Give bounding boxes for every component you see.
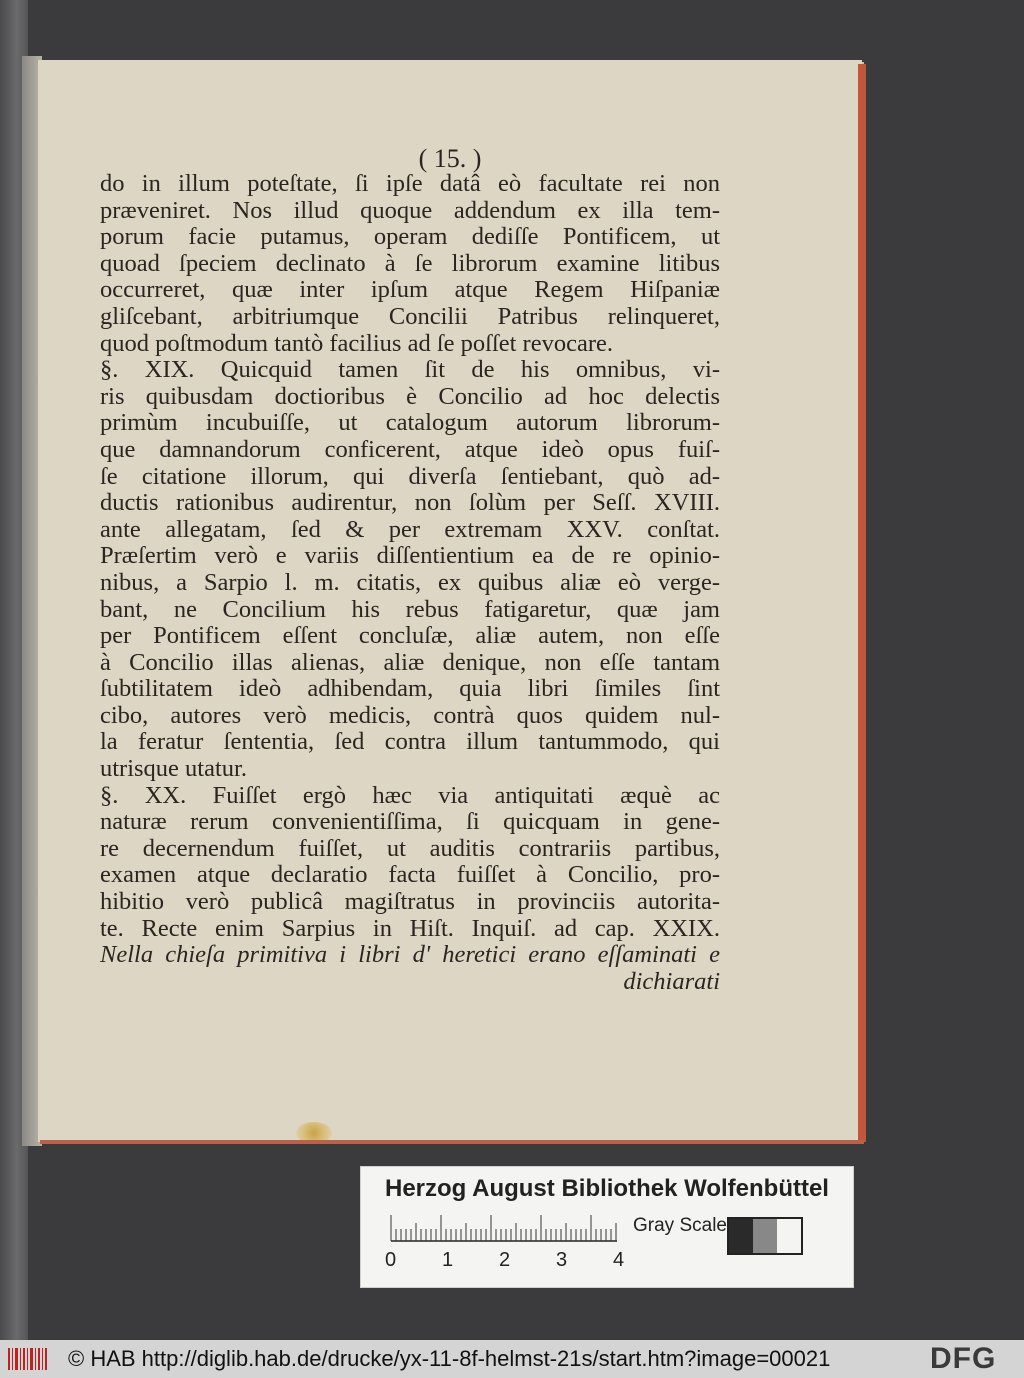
text-line: quoad ſpeciem declinato à ſe librorum examine litibus bbox=[100, 249, 720, 277]
text-line: nibus, a Sarpio l. m. citatis, ex quibus aliæ eò verge- bbox=[100, 568, 720, 596]
library-name: Herzog August Bibliothek Wolfenbüttel bbox=[385, 1175, 829, 1202]
text-line: examen atque declaratio facta fuiſſet à Concilio, pro- bbox=[100, 861, 720, 889]
scale-ruler bbox=[385, 1213, 625, 1271]
text-line: do in illum poteſtate, ſi ipſe datâ eò facultate rei non bbox=[100, 170, 720, 197]
footer-bar bbox=[0, 1340, 1024, 1378]
page-red-edge bbox=[858, 64, 866, 1142]
text-line: primùm incubuiſſe, ut catalogum autorum librorum- bbox=[100, 409, 720, 437]
text-line: hibitio verò publicâ magiſtratus in provinciis autorita- bbox=[100, 888, 720, 916]
grayscale-label: Gray Scale bbox=[633, 1215, 727, 1236]
text-line: quod poſtmodum tantò facilius ad ſe poſſet revocare. bbox=[100, 329, 613, 357]
document-page bbox=[38, 60, 862, 1142]
text-line: ante allegatam, ſed & per extremam XXV. conſtat. bbox=[100, 515, 720, 543]
ruler-label: 0 bbox=[385, 1249, 397, 1271]
ruler-label: 1 bbox=[442, 1249, 454, 1271]
barcode-icon bbox=[8, 1348, 48, 1370]
text-line: Præſertim verò e variis diſſentientium ea de re opinio- bbox=[100, 542, 720, 570]
text-line: utrisque utatur. bbox=[100, 755, 247, 783]
ruler-label: 3 bbox=[556, 1249, 568, 1271]
ruler-label: 2 bbox=[499, 1249, 511, 1271]
text-line: ris quibusdam doctioribus è Concilio ad hoc delectis bbox=[100, 382, 720, 410]
text-line: per Pontificem eſſent concluſæ, aliæ autem, non eſſe bbox=[100, 622, 720, 650]
text-line: ſubtilitatem ideò adhibendam, quia libri ſimiles ſint bbox=[100, 675, 720, 703]
text-line: te. Recte enim Sarpius in Hiſt. Inquiſ. ad cap. XXIX. bbox=[100, 914, 720, 942]
text-line: ſe citatione illorum, qui diverſa ſentiebant, quò ad- bbox=[100, 462, 720, 490]
text-line: dichiarati bbox=[623, 967, 720, 995]
source-url[interactable]: © HAB http://diglib.hab.de/drucke/yx-11-8f-helmst-21s/start.htm?image=00021 bbox=[68, 1346, 831, 1371]
text-line: Nella chieſa primitiva i libri d' heretici erano eſſaminati e bbox=[100, 941, 720, 969]
text-line: naturæ rerum convenientiſſima, ſi quicquam in gene- bbox=[100, 808, 720, 836]
text-line: gliſcebant, arbitriumque Concilii Patribus relinqueret, bbox=[100, 302, 720, 330]
body-text bbox=[100, 171, 720, 995]
ruler-ticks bbox=[389, 1213, 619, 1243]
text-line: ductis rationibus audirentur, non ſolùm per Seſſ. XVIII. bbox=[100, 489, 720, 517]
library-label-card bbox=[360, 1166, 854, 1288]
text-line: porum facie putamus, operam dediſſe Pontificem, ut bbox=[100, 223, 720, 251]
grayscale-step bbox=[729, 1219, 753, 1253]
text-line: cibo, autores verò medicis, contrà quos quidem nul- bbox=[100, 701, 720, 729]
grayscale-step bbox=[753, 1219, 777, 1253]
dfg-logo: DFG bbox=[930, 1342, 997, 1375]
text-line: que damnandorum conficerent, atque ideò opus fuiſ- bbox=[100, 435, 720, 463]
text-line: la feratur ſententia, ſed contra illum tantummodo, qui bbox=[100, 728, 720, 756]
page-bottom-edge bbox=[40, 1140, 864, 1144]
text-line: bant, ne Concilium his rebus fatigaretur, quæ jam bbox=[100, 595, 720, 623]
text-line: §. XIX. Quicquid tamen ſit de his omnibus, vi- bbox=[100, 356, 720, 384]
text-line: re decernendum fuiſſet, ut auditis contrariis partibus, bbox=[100, 834, 720, 862]
ruler-label: 4 bbox=[613, 1249, 625, 1271]
text-line: præveniret. Nos illud quoque addendum ex illa tem- bbox=[100, 196, 720, 224]
text-line: §. XX. Fuiſſet ergò hæc via antiquitati æquè ac bbox=[100, 781, 720, 809]
grayscale-step bbox=[777, 1219, 801, 1253]
text-line: occurreret, quæ inter ipſum atque Regem Hiſpaniæ bbox=[100, 276, 720, 304]
text-line: à Concilio illas alienas, aliæ denique, non eſſe tantam bbox=[100, 648, 720, 676]
grayscale-swatch bbox=[727, 1217, 803, 1255]
page-number: ( 15. ) bbox=[418, 144, 482, 173]
